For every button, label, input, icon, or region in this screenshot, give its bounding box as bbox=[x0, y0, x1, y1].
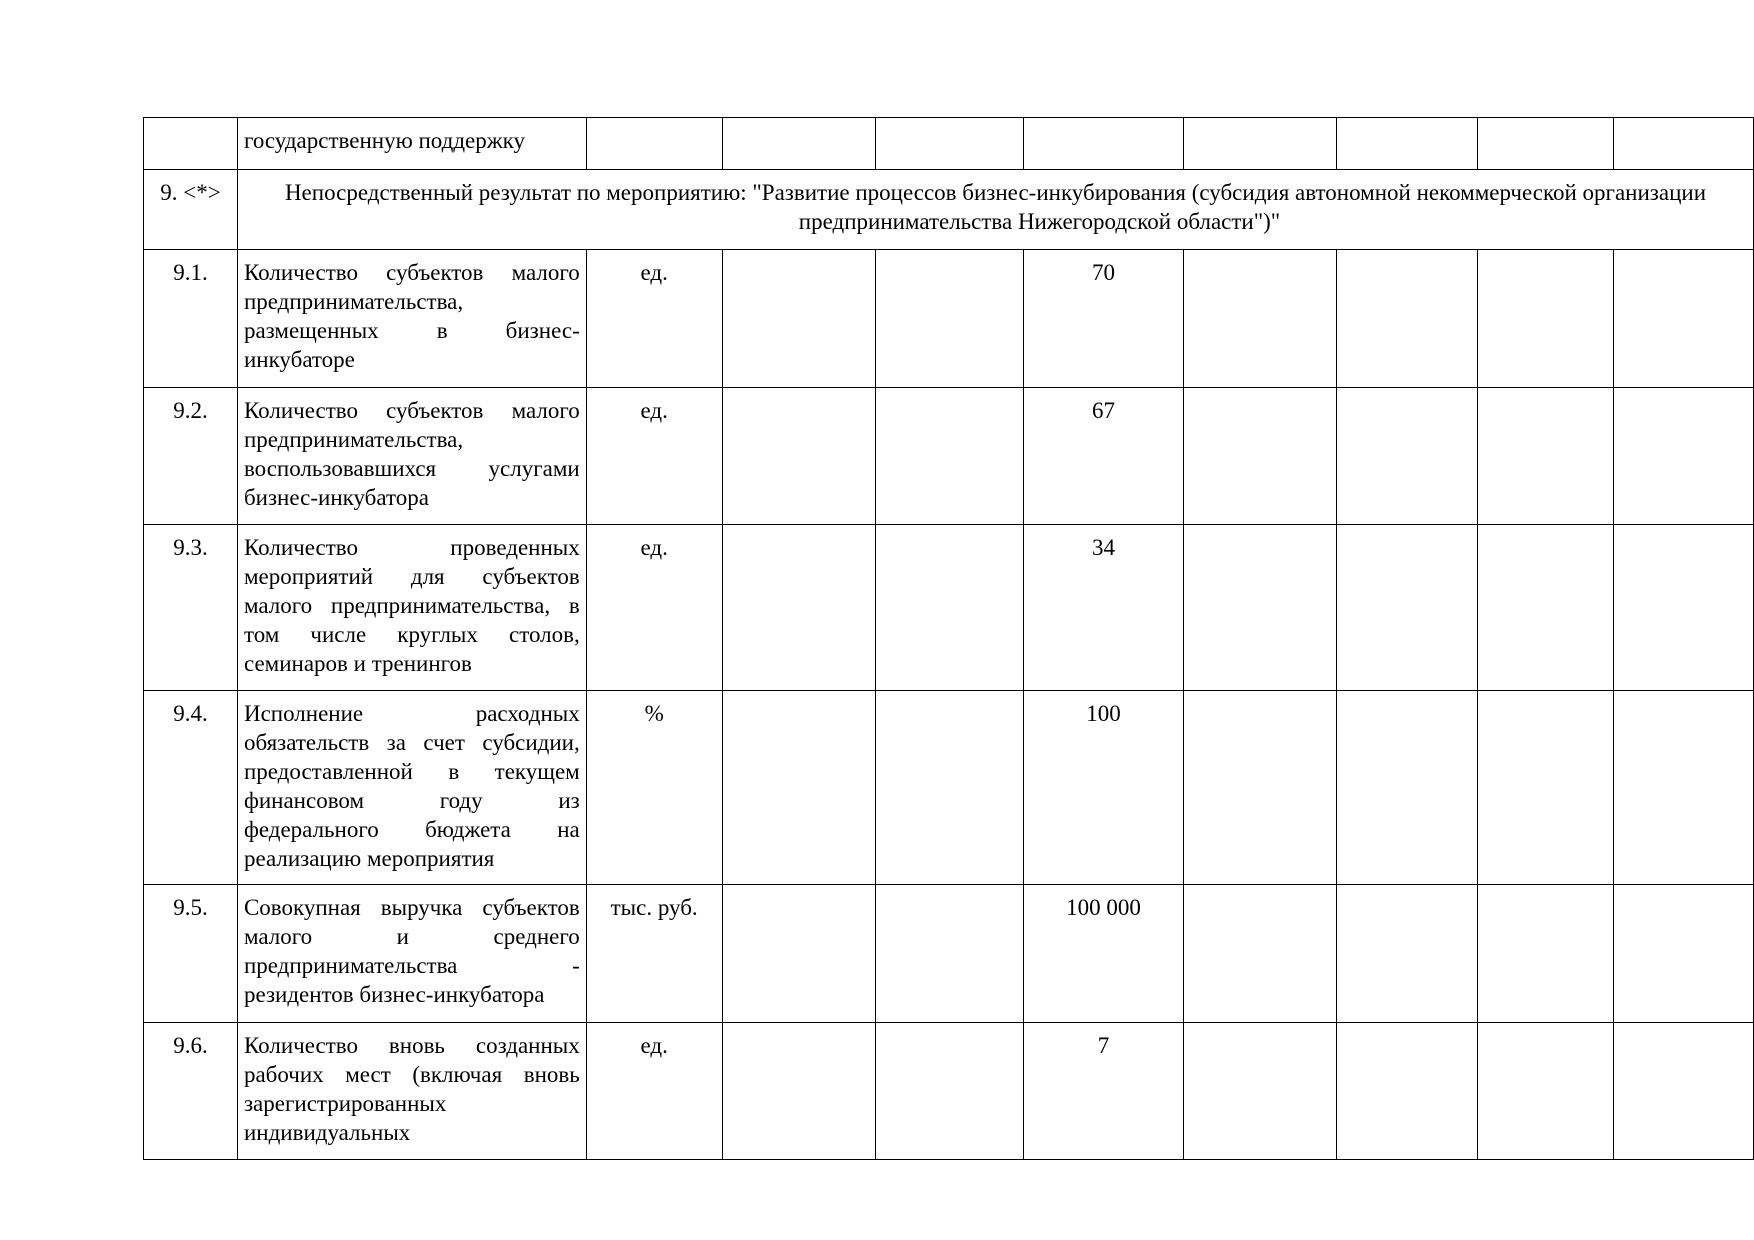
cell-empty bbox=[722, 525, 876, 691]
section-row bbox=[144, 170, 1754, 250]
cell-empty bbox=[722, 691, 876, 885]
cell-empty bbox=[1614, 250, 1754, 388]
cell-empty bbox=[722, 885, 876, 1023]
cell-empty bbox=[1336, 691, 1478, 885]
cell-value: 100 bbox=[1024, 691, 1184, 885]
cell-empty bbox=[876, 691, 1024, 885]
table-row bbox=[144, 250, 1754, 388]
cell-indicator-name: Исполнение расходных обязательств за счет субсидии, предоставленной в текущем финансовом году из федерального бюджета на реализацию мероприятия bbox=[237, 691, 586, 885]
cell-value: 34 bbox=[1024, 525, 1184, 691]
section-title bbox=[237, 170, 1753, 250]
cell-value: 7 bbox=[1024, 1023, 1184, 1160]
cell-value: 100 000 bbox=[1024, 885, 1184, 1023]
cell-empty bbox=[1614, 885, 1754, 1023]
cell-empty bbox=[876, 250, 1024, 388]
section-title-line2: предпринимательства Нижегородской области")" bbox=[798, 209, 1281, 234]
cell-empty bbox=[1478, 250, 1614, 388]
table-row bbox=[144, 885, 1754, 1023]
cell-value: 70 bbox=[1024, 250, 1184, 388]
cell-number bbox=[144, 118, 238, 170]
cell-number: 9.6. bbox=[144, 1023, 238, 1160]
cell-empty bbox=[1614, 118, 1754, 170]
cell-number: 9.1. bbox=[144, 250, 238, 388]
cell-value: 67 bbox=[1024, 388, 1184, 525]
cell-empty bbox=[1336, 388, 1478, 525]
cell-empty bbox=[1183, 1023, 1336, 1160]
cell-empty bbox=[1183, 885, 1336, 1023]
cell-unit: ед. bbox=[586, 250, 722, 388]
cell-number: 9.3. bbox=[144, 525, 238, 691]
cell-empty bbox=[1183, 118, 1336, 170]
cell-empty bbox=[1614, 388, 1754, 525]
cell-empty bbox=[1478, 885, 1614, 1023]
cell-empty bbox=[1614, 525, 1754, 691]
cell-number: 9.5. bbox=[144, 885, 238, 1023]
cell-empty bbox=[1478, 525, 1614, 691]
cell-number: 9.4. bbox=[144, 691, 238, 885]
cell-empty bbox=[722, 1023, 876, 1160]
cell-empty bbox=[1183, 250, 1336, 388]
cell-empty bbox=[876, 885, 1024, 1023]
table-row-top bbox=[144, 118, 1754, 170]
cell-unit: ед. bbox=[586, 388, 722, 525]
table-row bbox=[144, 388, 1754, 525]
section-title-line1: Непосредственный результат по мероприятию: "Развитие процессов бизнес-инкубирования (субсидия автономной некоммерческой организации bbox=[284, 180, 1707, 205]
cell-empty bbox=[876, 388, 1024, 525]
cell-indicator-name: Количество вновь созданных рабочих мест (включая вновь зарегистрированных индивидуальных bbox=[237, 1023, 586, 1160]
cell-empty bbox=[722, 388, 876, 525]
indicators-table bbox=[143, 117, 1754, 1160]
table-row bbox=[144, 525, 1754, 691]
cell-empty bbox=[1614, 691, 1754, 885]
cell-empty bbox=[586, 118, 722, 170]
cell-unit: % bbox=[586, 691, 722, 885]
cell-indicator-name: государственную поддержку bbox=[237, 118, 586, 170]
cell-empty bbox=[1024, 118, 1184, 170]
cell-empty bbox=[876, 1023, 1024, 1160]
cell-indicator-name: Количество субъектов малого предпринимательства, размещенных в бизнес-инкубаторе bbox=[237, 250, 586, 388]
cell-empty bbox=[1183, 525, 1336, 691]
cell-indicator-name: Количество субъектов малого предпринимательства, воспользовавшихся услугами бизнес-инкубатора bbox=[237, 388, 586, 525]
cell-unit: ед. bbox=[586, 1023, 722, 1160]
cell-empty bbox=[1336, 1023, 1478, 1160]
cell-empty bbox=[722, 118, 876, 170]
cell-empty bbox=[1336, 525, 1478, 691]
section-number: 9. <*> bbox=[144, 170, 238, 250]
table-row bbox=[144, 1023, 1754, 1160]
cell-empty bbox=[1478, 118, 1614, 170]
table-row bbox=[144, 691, 1754, 885]
cell-empty bbox=[1614, 1023, 1754, 1160]
cell-empty bbox=[876, 118, 1024, 170]
cell-empty bbox=[1183, 691, 1336, 885]
cell-unit: ед. bbox=[586, 525, 722, 691]
cell-empty bbox=[1478, 388, 1614, 525]
cell-empty bbox=[1478, 1023, 1614, 1160]
cell-indicator-name: Количество проведенных мероприятий для субъектов малого предпринимательства, в том числе круглых столов, семинаров и тренингов bbox=[237, 525, 586, 691]
cell-empty bbox=[1336, 118, 1478, 170]
cell-empty bbox=[1183, 388, 1336, 525]
cell-empty bbox=[1336, 250, 1478, 388]
cell-empty bbox=[1478, 691, 1614, 885]
cell-empty bbox=[1336, 885, 1478, 1023]
cell-empty bbox=[876, 525, 1024, 691]
cell-indicator-name: Совокупная выручка субъектов малого и среднего предпринимательства - резидентов бизнес-инкубатора bbox=[237, 885, 586, 1023]
cell-unit: тыс. руб. bbox=[586, 885, 722, 1023]
cell-number: 9.2. bbox=[144, 388, 238, 525]
cell-empty bbox=[722, 250, 876, 388]
